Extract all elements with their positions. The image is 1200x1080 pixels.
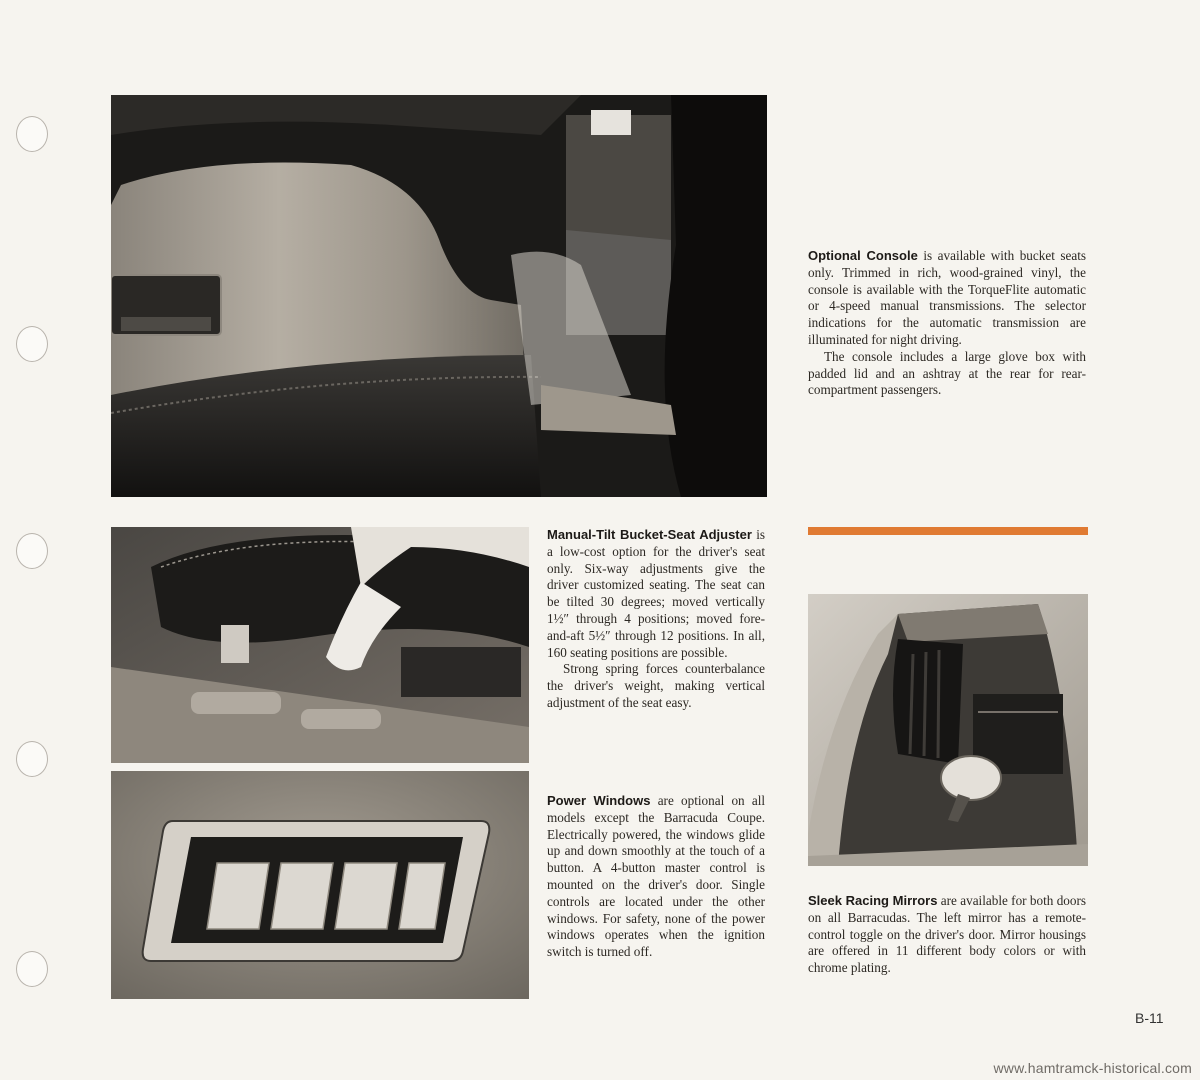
racing-mirrors-text [808,893,1086,977]
console-para-1: is available with bucket seats only. Trimmed in rich, wood-grained vinyl, the console is available with the TorqueFlite automatic or 4-speed manual transmissions. The selector indications for the automatic transmission are illuminated for night driving. [808,248,1086,347]
racing-mirrors-lead: Sleek Racing Mirrors [808,893,938,908]
binder-hole-icon [16,951,48,987]
binder-hole-icon [16,326,48,362]
binder-hole-icon [16,533,48,569]
power-windows-lead: Power Windows [547,793,651,808]
console-photo [111,95,767,497]
console-para-2: The console includes a large glove box with padded lid and an ashtray at the rear for rear-compartment passengers. [808,348,1086,398]
power-windows-photo [111,771,529,999]
seat-adjuster-para-2: Strong spring forces counterbalance the driver's weight, making vertical adjustment of the seat easy. [547,661,765,710]
seat-adjuster-lead: Manual-Tilt Bucket-Seat Adjuster [547,527,752,542]
racing-mirrors-para-1: are available for both doors on all Barracudas. The left mirror has a remote-control toggle on the driver's door. Mirror housings are offered in 11 different body colors or with chrome plating. [808,893,1087,976]
seat-adjuster-photo [111,527,529,763]
watermark-link[interactable]: www.hamtramck-historical.com [993,1060,1192,1076]
console-text [808,248,1086,399]
binder-hole-icon [16,741,48,777]
accent-rule [808,527,1088,535]
seat-adjuster-text [547,527,765,712]
page-number: B-11 [1135,1010,1164,1026]
power-windows-para-1: are optional on all models except the Barracuda Coupe. Electrically powered, the windows glide up and down smoothly at the touch of a button. A 4-button master control is mounted on the driver's door. Single controls are located under the other windows. For safety, none of the power windows operates when the ignition switch is turned off. [547,793,766,960]
power-windows-text [547,793,765,961]
binder-hole-icon [16,116,48,152]
seat-adjuster-para-1: is a low-cost option for the driver's seat only. Six-way adjustments give the driver customized seating. The seat can be tilted 30 degrees; moved vertically 1½″ through 4 positions; moved fore-and-aft 5½″ through 12 positions. In all, 160 seating positions are possible. [547,527,766,660]
racing-mirror-photo [808,594,1088,866]
console-lead: Optional Console [808,248,918,263]
